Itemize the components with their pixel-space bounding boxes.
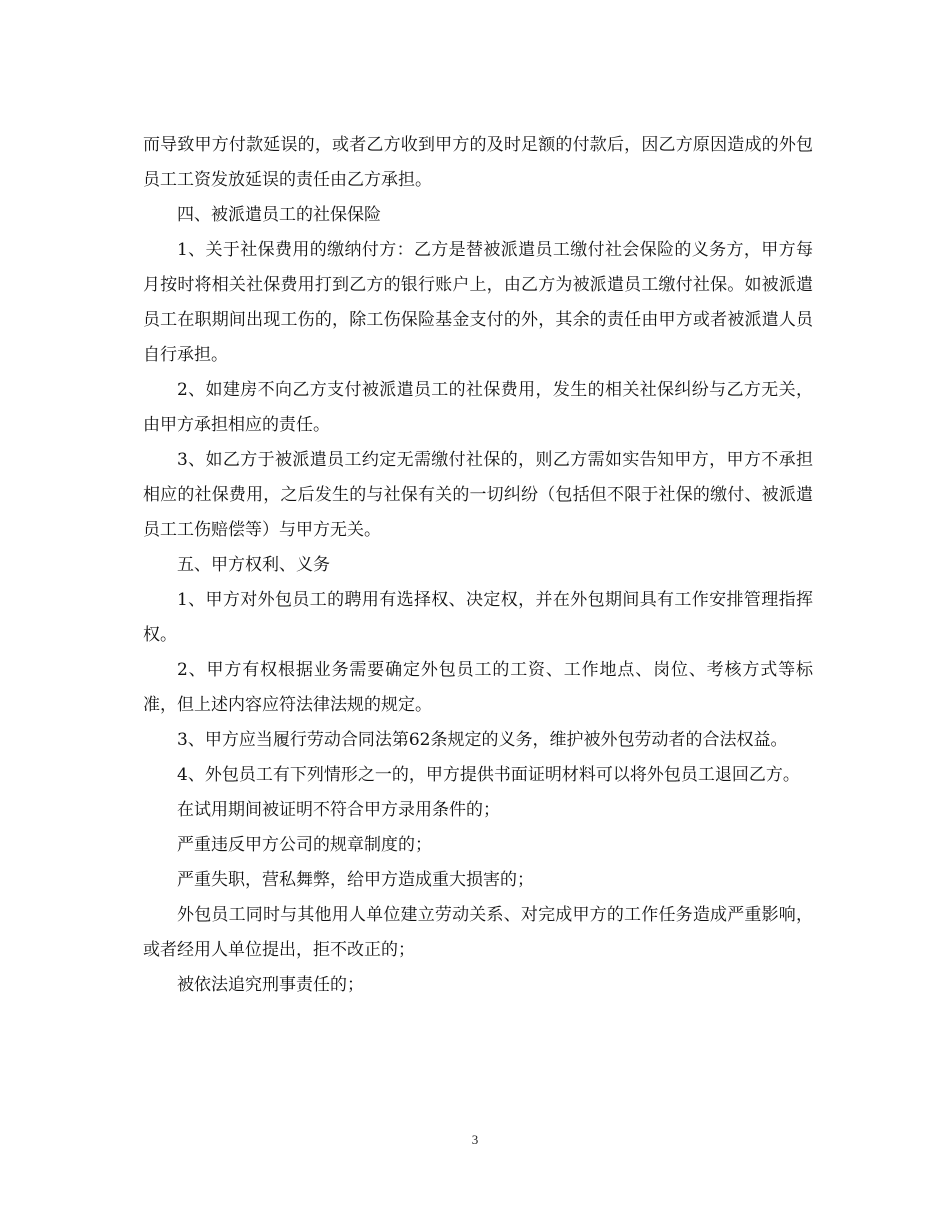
list-item-violation: 严重违反甲方公司的规章制度的； — [177, 835, 432, 855]
paragraph-clause-2: 2、如建房不向乙方支付被派遣员工的社保费用，发生的相关社保纠纷与乙方无关，由甲方承担相应的责任。 — [143, 380, 813, 435]
document-body — [143, 128, 813, 1003]
section-heading-party-a-rights: 五、甲方权利、义务 — [177, 555, 330, 575]
paragraph-clause-1: 1、关于社保费用的缴纳付方：乙方是替被派遣员工缴付社会保险的义务方，甲方每月按时将相关社保费用打到乙方的银行账户上，由乙方为被派遣员工缴付社保。如被派遣员工在职期间出现工伤的，除工伤保险基金支付的外，其余的责任由甲方或者被派遣人员自行承担。 — [143, 240, 813, 365]
list-item-dual-employment: 外包员工同时与其他用人单位建立劳动关系、对完成甲方的工作任务造成严重影响，或者经用人单位提出，拒不改正的； — [143, 905, 813, 960]
paragraph-rights-2: 2、甲方有权根据业务需要确定外包员工的工资、工作地点、岗位、考核方式等标准，但上述内容应符法律法规的规定。 — [143, 660, 813, 715]
paragraph-rights-3: 3、甲方应当履行劳动合同法第62条规定的义务，维护被外包劳动者的合法权益。 — [177, 730, 788, 750]
list-item-probation: 在试用期间被证明不符合甲方录用条件的； — [177, 800, 500, 820]
list-item-negligence: 严重失职，营私舞弊，给甲方造成重大损害的； — [177, 870, 534, 890]
paragraph-rights-4: 4、外包员工有下列情形之一的，甲方提供书面证明材料可以将外包员工退回乙方。 — [177, 765, 800, 785]
page-number: 3 — [471, 1132, 479, 1147]
section-heading-social-insurance: 四、被派遣员工的社保保险 — [177, 205, 381, 225]
paragraph-rights-1: 1、甲方对外包员工的聘用有选择权、决定权，并在外包期间具有工作安排管理指挥权。 — [143, 590, 813, 645]
list-item-criminal: 被依法追究刑事责任的； — [177, 975, 364, 995]
paragraph-clause-3: 3、如乙方于被派遣员工约定无需缴付社保的，则乙方需如实告知甲方，甲方不承担相应的社保费用，之后发生的与社保有关的一切纠纷（包括但不限于社保的缴付、被派遣员工工伤赔偿等）与甲方无关。 — [143, 450, 813, 540]
paragraph-continuation: 而导致甲方付款延误的，或者乙方收到甲方的及时足额的付款后，因乙方原因造成的外包员工工资发放延误的责任由乙方承担。 — [143, 135, 813, 190]
